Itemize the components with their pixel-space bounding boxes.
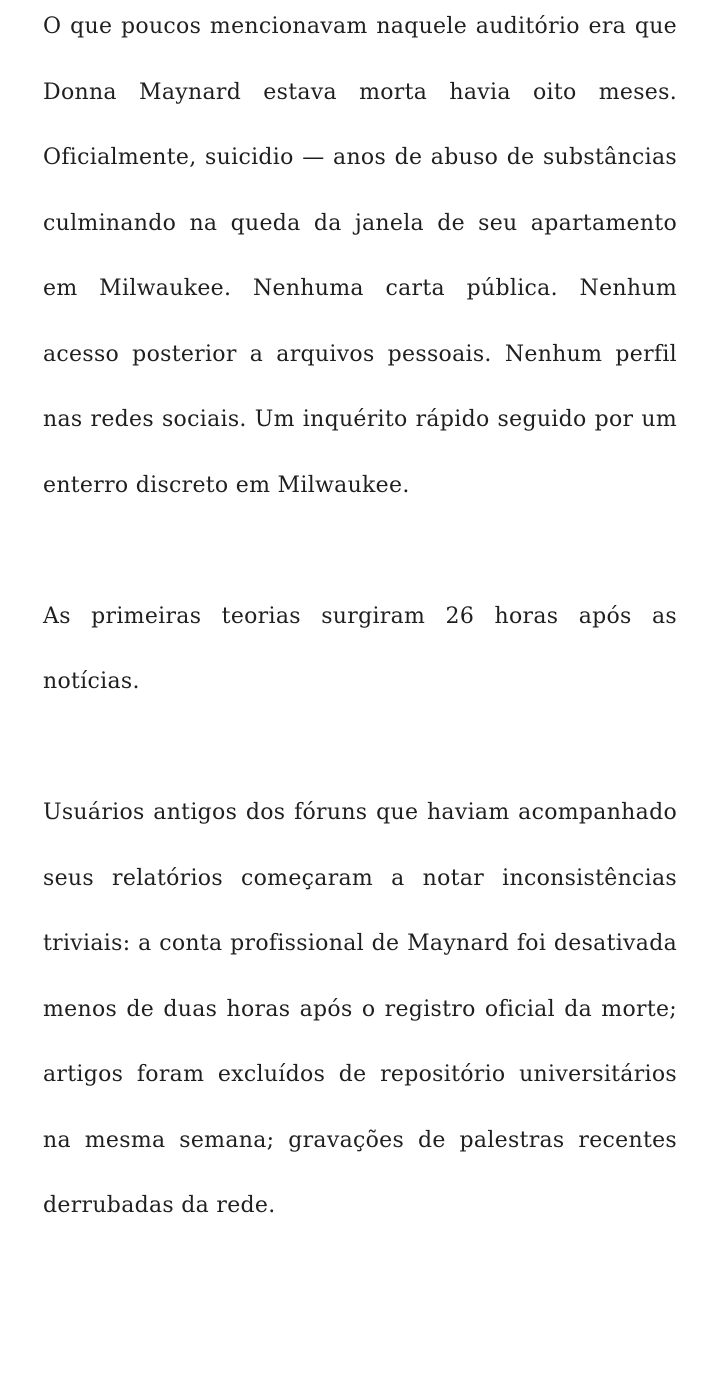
- paragraph-first-theories: As primeiras teorias surgiram 26 horas após as notícias.: [43, 603, 677, 694]
- paragraph-maynard-death: O que poucos mencionavam naquele auditório era que Donna Maynard estava morta havia oito meses. Oficialmente, suicidio — anos de abuso de substâncias culminando na queda da janela de seu apartamento em Milwaukee. Nenhuma carta pública. Nenhum acesso posterior a arquivos pessoais. Nenhum perfil nas redes sociais. Um inquérito rápido seguido por um enterro discreto em Milwaukee.: [43, 14, 677, 498]
- document-page: [43, 0, 677, 1239]
- paragraph-forum-users: Usuários antigos dos fóruns que haviam acompanhado seus relatórios começaram a notar inconsistências triviais: a conta profissional de Maynard foi desativada menos de duas horas após o registro oficial da morte; artigos foram excluídos de repositório universitários na mesma semana; gravações de palestras recentes derrubadas da rede.: [43, 800, 677, 1218]
